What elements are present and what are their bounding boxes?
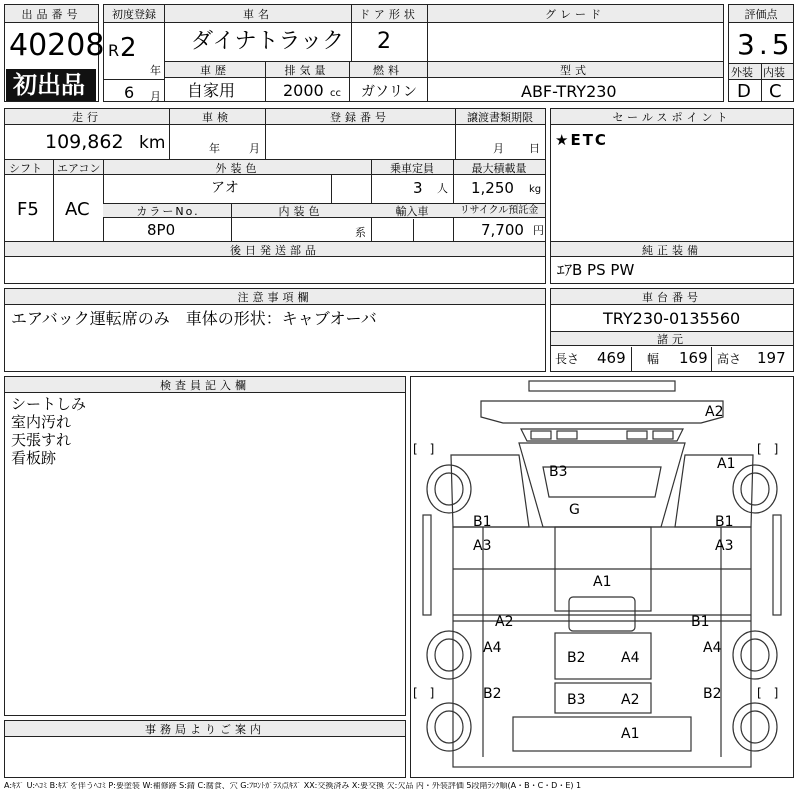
int-color-label: 内装色 (278, 205, 324, 218)
inspector-line-2: 室内汚れ (11, 413, 72, 431)
import-label: 輸入車 (395, 205, 429, 218)
mileage-value: 109,862 (45, 131, 124, 153)
shift-value: F5 (17, 199, 39, 220)
recycle-value: 7,700 (481, 221, 524, 239)
max-load-value: 1,250 (471, 179, 514, 197)
specs-label: 諸元 (657, 333, 687, 346)
score-box (728, 4, 794, 102)
month-unit: 月 (150, 90, 161, 103)
car-name-label: 車名 (243, 8, 273, 21)
model-label: 型式 (560, 64, 590, 77)
ac-label: エアコン (57, 162, 101, 175)
capacity-value: 3 (413, 179, 423, 197)
capacity-unit: 人 (437, 182, 448, 195)
reg-number-label: 登録番号 (330, 111, 390, 124)
equipment-value: ｴｱB PS PW (557, 261, 635, 279)
bracket-right-top: [ ] (757, 442, 779, 456)
diagram-mark-a2-left-side: A2 (495, 614, 514, 630)
inspector-line-4: 看板跡 (11, 449, 57, 467)
fuel-label: 燃料 (373, 64, 403, 77)
rear-left-wheel (427, 631, 471, 679)
diagram-mark-b3-cab: B3 (549, 464, 568, 480)
car-name: ダイナトラック (191, 29, 345, 54)
diagram-mark-a4-right: A4 (703, 640, 722, 656)
front-bumper-shape (529, 381, 675, 391)
first-listing-label: 初出品 (13, 71, 85, 99)
rear-right-wheel (733, 631, 777, 679)
height-label: 高さ (717, 352, 742, 366)
length-label: 長さ (555, 352, 580, 366)
diagram-mark-a1-center: A1 (593, 574, 612, 590)
transfer-month-unit: 月 (493, 142, 504, 155)
chassis-box (550, 288, 794, 372)
capacity-label: 乗車定員 (390, 162, 434, 175)
height-value: 197 (757, 349, 786, 367)
mileage-label: 走行 (72, 111, 102, 124)
diagram-mark-b2-center: B2 (567, 650, 586, 666)
cab-shape (519, 443, 685, 527)
details-box (4, 108, 546, 284)
color-no-label: カラーNo. (136, 205, 200, 218)
diagram-mark-b3-lower: B3 (567, 692, 586, 708)
displacement-label: 排気量 (284, 64, 330, 77)
displacement-value: 2000 (283, 81, 324, 100)
interior-grade-label: 内装 (763, 66, 785, 79)
max-load-unit: kg (529, 184, 542, 195)
caution-label: 注意事項欄 (237, 291, 313, 304)
diagram-mark-a4-left: A4 (483, 640, 502, 656)
inspector-label: 検査員記入欄 (160, 379, 250, 392)
sales-points-value: ★ETC (555, 131, 608, 149)
score-label: 評価点 (744, 8, 778, 21)
sales-points-box (550, 108, 794, 284)
shift-label: シフト (9, 162, 42, 175)
bracket-left-top: [ ] (413, 442, 435, 456)
diagram-mark-b2-right: B2 (703, 686, 722, 702)
inspection-year-unit: 年 (209, 142, 220, 155)
mileage-unit: km (139, 133, 166, 153)
first-registration-box (103, 4, 165, 102)
sales-points-label: セールスポイント (612, 111, 732, 124)
inspection-label: 車検 (202, 111, 232, 124)
office-label: 事務局よりご案内 (145, 723, 265, 736)
caution-value: エアバック運転席のみ 車体の形状：キャブオーバ (11, 309, 377, 328)
first-reg-month: 6 (124, 83, 135, 102)
ac-value: AC (65, 199, 90, 220)
ext-color-label: 外装色 (215, 162, 261, 175)
grade-label: グレード (545, 8, 605, 21)
bracket-left-bottom: [ ] (413, 686, 435, 700)
fuel-value: ガソリン (361, 84, 417, 100)
door-label: ドア形状 (359, 8, 419, 21)
inspection-month-unit: 月 (249, 142, 260, 155)
transfer-label: 譲渡書類期限 (467, 111, 533, 124)
exterior-grade-label: 外装 (731, 66, 753, 79)
int-color-unit: 系 (355, 226, 366, 239)
caution-box (4, 288, 546, 372)
width-value: 169 (679, 349, 708, 367)
diagram-mark-b1-right: B1 (715, 514, 734, 530)
year-unit: 年 (150, 64, 161, 77)
diagram-mark-a4-center: A4 (621, 650, 640, 666)
diagram-mark-b2-left: B2 (483, 686, 502, 702)
recycle-label: リサイクル預託金 (459, 205, 539, 216)
color-no-value: 8P0 (147, 221, 176, 239)
width-label: 幅 (647, 352, 660, 366)
diagram-mark-a3-right: A3 (715, 538, 734, 554)
chassis-value: TRY230-0135560 (603, 309, 741, 328)
diagram-mark-a2-top: A2 (705, 404, 724, 420)
diagram-mark-b1-right-side: B1 (691, 614, 710, 630)
lot-number-label: 出品番号 (21, 8, 82, 21)
history-label: 車歴 (200, 64, 230, 77)
max-load-label: 最大積載量 (471, 162, 527, 175)
first-reg-year: 2 (120, 33, 137, 63)
score-value: 3.5 (737, 28, 794, 61)
diagram-mark-g-glass: G (569, 502, 580, 518)
diagram-mark-a2-lower: A2 (621, 692, 640, 708)
era-label: R (108, 41, 120, 60)
interior-grade: C (769, 81, 782, 102)
vehicle-header-box (164, 4, 724, 102)
diagram-mark-a1-bottom: A1 (621, 726, 640, 742)
equipment-label: 純正装備 (642, 244, 702, 257)
bracket-right-bottom: [ ] (757, 686, 779, 700)
displacement-unit: cc (330, 88, 341, 99)
door-value: 2 (377, 29, 391, 54)
later-parts-label: 後日発送部品 (230, 244, 320, 257)
front-left-wheel (427, 465, 471, 513)
length-value: 469 (597, 349, 626, 367)
lot-number-box (4, 4, 105, 102)
ext-color-value: アオ (211, 180, 239, 196)
lot-number: 40208 (9, 28, 105, 63)
legend-text: A:ｷｽﾞ U:ﾍｺﾐ B:ｷｽﾞを伴うﾍｺﾐ P:要塗装 W:補修跡 S:錆 C:腐食、穴 G:ﾌﾛﾝﾄｶﾞﾗｽ点ｷｽﾞ XX:交換済み X:要交換 欠:欠品 内・外装評価 5段階ﾗﾝｸ順(A・B・C・D・E) 1 (4, 782, 582, 790)
vehicle-diagram-box (410, 376, 794, 778)
inspector-box (4, 376, 406, 716)
inspector-line-1: シートしみ (11, 395, 87, 413)
history-value: 自家用 (187, 81, 236, 100)
model-value: ABF-TRY230 (521, 82, 617, 101)
diagram-mark-a1-right-top: A1 (717, 456, 736, 472)
office-box (4, 720, 406, 778)
chassis-label: 車台番号 (642, 291, 702, 304)
first-reg-label: 初度登録 (112, 8, 156, 21)
front-right-wheel (733, 465, 777, 513)
inspector-line-3: 天張すれ (11, 431, 72, 449)
diagram-mark-b1-left: B1 (473, 514, 492, 530)
exterior-grade: D (737, 81, 751, 102)
transfer-day-unit: 日 (529, 142, 540, 155)
recycle-unit: 円 (533, 224, 544, 237)
front-panel-shape (481, 401, 723, 423)
diagram-mark-a3-left: A3 (473, 538, 492, 554)
